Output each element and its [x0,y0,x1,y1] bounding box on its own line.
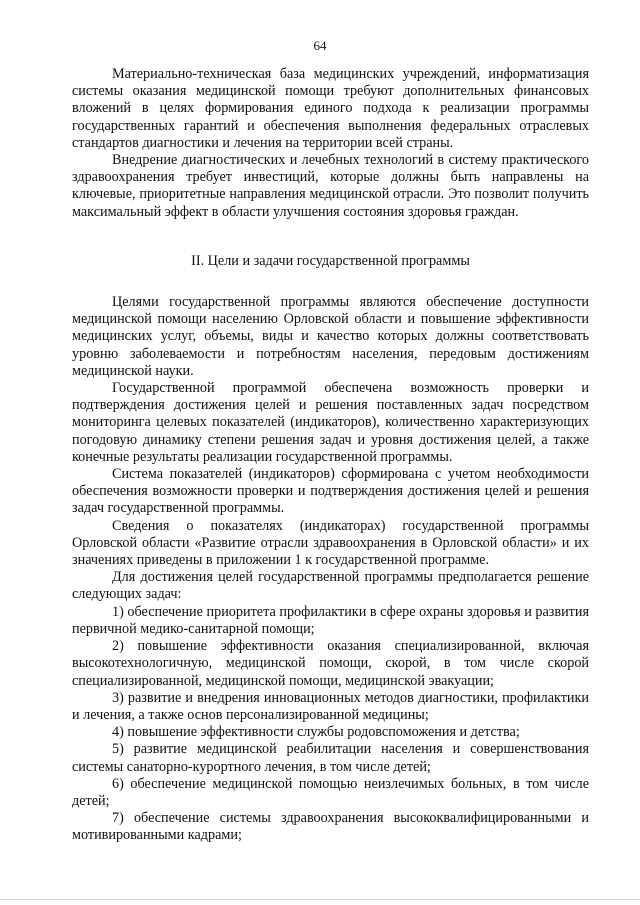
task-list-item: 7) обеспечение системы здравоохранения высококвалифицированными и мотивированными кадрами; [72,810,589,844]
section-heading: II. Цели и задачи государственной программы [191,252,470,269]
section-paragraph: Государственной программой обеспечена возможность проверки и подтверждения достижения целей и решения поставленных задач посредством мониторинга целевых показателей (индикаторов), количественно характеризующих погодовую динамику степени решения задач и уровня достижения целей, а также конечные результаты реализации государственной программы. [72,380,589,465]
task-list-item: 1) обеспечение приоритета профилактики в сфере охраны здоровья и развития первичной медико-санитарной помощи; [72,603,589,637]
section-paragraph: Система показателей (индикаторов) сформирована с учетом необходимости обеспечения возможности проверки и подтверждения достижения целей и решения задач государственной программы. [72,466,589,517]
section-paragraph: Сведения о показателях (индикаторах) государственной программы Орловской области «Развитие отрасли здравоохранения в Орловской области» и их значениях приведены в приложении 1 к государственной программе. [72,517,589,569]
page-number: 64 [313,38,327,53]
task-list-item: 4) повышение эффективности службы родовспоможения и детства; [112,724,520,741]
task-list-item: 5) развитие медицинской реабилитации населения и совершенствования системы санаторно-курортного лечения, в том числе детей; [72,741,589,775]
intro-paragraph: Материально-техническая база медицинских учреждений, информатизация системы оказания медицинской помощи требуют дополнительных финансовых вложений в целях формирования единого подхода к реализации программы государственных гарантий и обеспечения выполнения федеральных отраслевых стандартов диагностики и лечения на территории всей страны. [72,66,589,151]
section-paragraph: Для достижения целей государственной программы предполагается решение следующих задач: [72,569,589,603]
task-list-item: 3) развитие и внедрения инновационных методов диагностики, профилактики и лечения, а также основ персонализированной медицины; [72,689,589,723]
intro-paragraph: Внедрение диагностических и лечебных технологий в систему практического здравоохранения требует инвестиций, которые должны быть направлены на ключевые, приоритетные направления медицинской отрасли. Это позволит получить максимальный эффект в области улучшения состояния здоровья граждан. [72,152,589,220]
bottom-edge-line [0,899,640,900]
section-paragraph: Целями государственной программы являются обеспечение доступности медицинской помощи населению Орловской области и повышение эффективности медицинских услуг, объемы, виды и качество которых должны соответствовать уровню заболеваемости и потребностям населения, передовым достижениям медицинской науки. [72,294,589,379]
task-list-item: 6) обеспечение медицинской помощью неизлечимых больных, в том числе детей; [72,775,589,809]
page-content [72,66,589,845]
task-list-item: 2) повышение эффективности оказания специализированной, включая высокотехнологичную, медицинской помощи, скорой, в том числе скорой специализированной, медицинской помощи, медицинской эвакуации; [72,638,589,689]
